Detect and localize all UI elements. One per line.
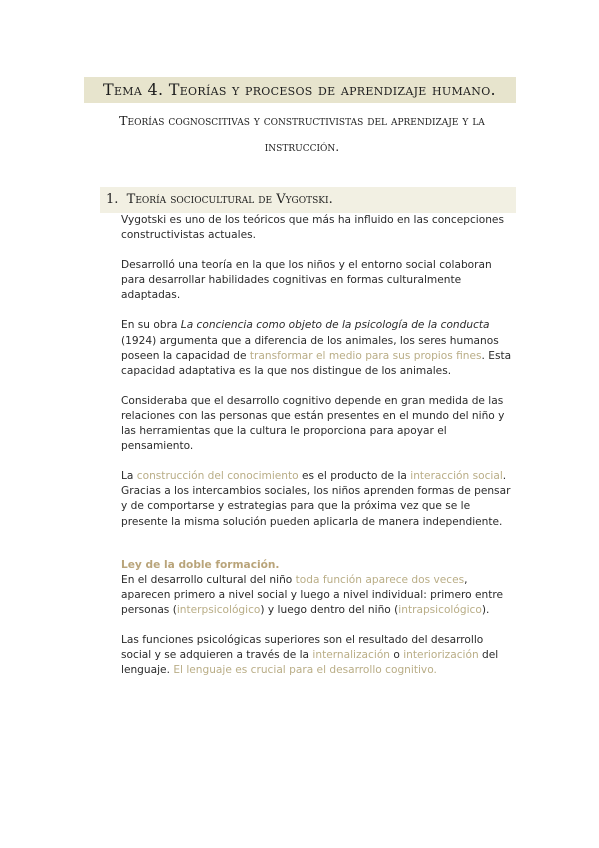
highlight-transform: transformar el medio para sus propios fines <box>249 349 482 362</box>
paragraph-intro: Vygotski es uno de los teóricos que más ha influido en las concepciones constructivistas actuales. <box>121 214 504 242</box>
subheading-double-formation: Ley de la doble formación. <box>121 558 280 571</box>
highlight-intrapsychological: intrapsicológico <box>398 603 482 616</box>
section-body <box>121 213 516 693</box>
highlight-internalization: internalización <box>312 649 391 662</box>
highlight-interaction: interacción social <box>410 470 503 483</box>
paragraph-higher-functions: Las funciones psicológicas superiores son el resultado del desarrollo social y se adquieren a través de la internalización o interiorización del lenguaje. El lenguaje es crucial para el desarrollo cognitivo. <box>121 633 499 677</box>
highlight-interiorization: interiorización <box>403 649 479 662</box>
section-heading <box>106 187 333 213</box>
highlight-language: El lenguaje es crucial para el desarrollo cognitivo. <box>173 664 437 677</box>
paragraph-double-formation: Ley de la doble formación. En el desarrollo cultural del niño toda función aparece dos veces, aparecen primero a nivel social y luego a nivel individual: primero entre personas (interpsicológico) y luego dentro del niño (intrapsicológico). <box>121 558 516 618</box>
document-subtitle: Teorías cognoscitivas y constructivistas del aprendizaje y la instrucción. <box>119 113 485 154</box>
highlight-construction: construcción del conocimiento <box>136 470 299 483</box>
paragraph-cognitive: Consideraba que el desarrollo cognitivo depende en gran medida de las relaciones con las personas que están presentes en el mundo del niño y las herramientas que la cultura le proporciona para apoyar el pensamiento. <box>121 394 505 453</box>
highlight-function: toda función aparece dos veces <box>295 573 465 586</box>
section-title-text: Teoría sociocultural de Vygotski. <box>126 192 333 207</box>
paragraph-theory: Desarrolló una teoría en la que los niños y el entorno social colaboran para desarrollar habilidades cognitivas en formas culturalmente adaptadas. <box>121 259 492 302</box>
section-number: 1. <box>106 192 119 207</box>
document-title: Tema 4. Teorías y procesos de aprendizaje humano. <box>103 80 496 99</box>
book-title: La conciencia como objeto de la psicología de la conducta <box>180 319 490 332</box>
spacer <box>121 545 516 558</box>
paragraph-work: En su obra La conciencia como objeto de la psicología de la conducta (1924) argumenta que a diferencia de los animales, los seres humanos poseen la capacidad de transformar el medio para sus propios fines. Esta capacidad adaptativa es la que nos distingue de los animales. <box>121 319 512 377</box>
highlight-interpsychological: interpsicológico <box>176 603 261 616</box>
paragraph-construction: La construcción del conocimiento es el producto de la interacción social. Gracias a los intercambios sociales, los niños aprenden formas de pensar y de comportarse y estrategias para que la próxima vez que se le presente la misma solución pueden aplicarla de manera independiente. <box>121 470 511 528</box>
